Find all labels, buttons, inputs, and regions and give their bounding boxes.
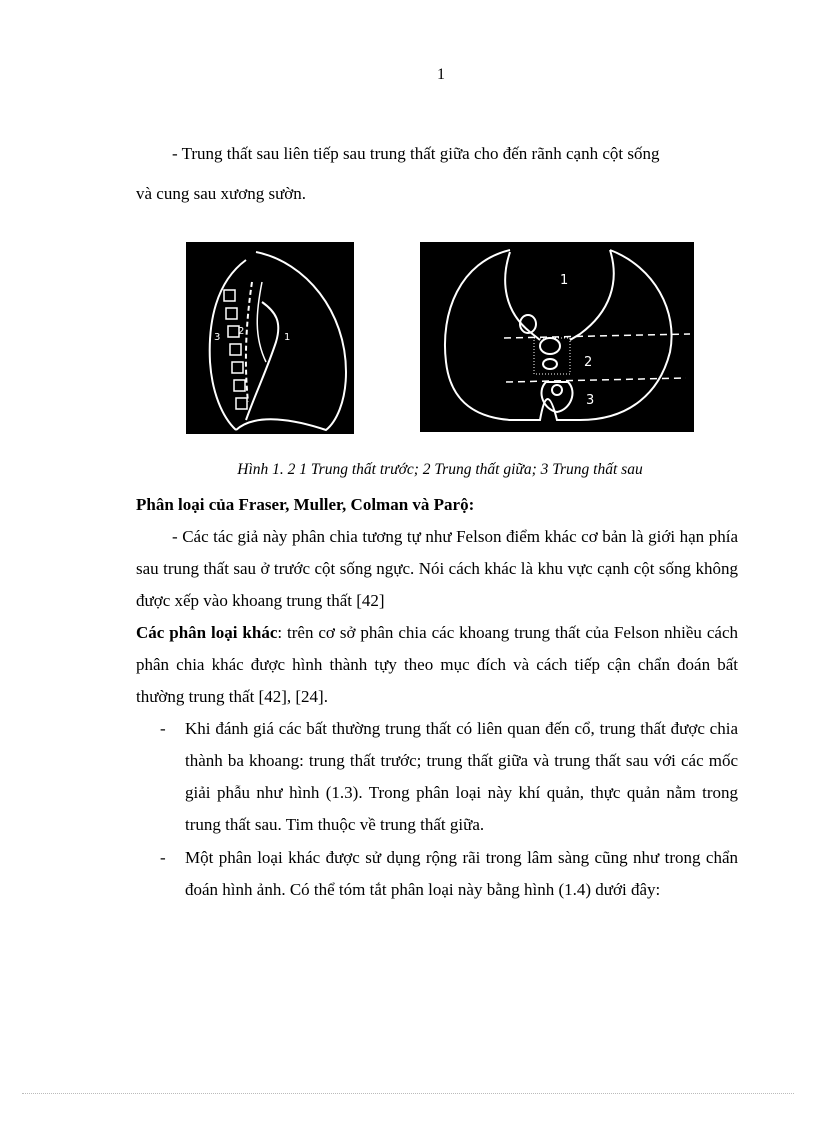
bullet-dash-2: - (160, 848, 166, 867)
axial-mediastinum-figure (420, 242, 694, 432)
bullet-dash-1: - (160, 719, 166, 738)
right-label-3: 3 (586, 393, 595, 408)
lateral-mediastinum-figure (186, 242, 354, 434)
right-label-2: 2 (584, 355, 593, 370)
left-label-1: 1 (284, 332, 291, 343)
figure-caption: Hình 1. 2 1 Trung thất trước; 2 Trung thất giữa; 3 Trung thất sau (237, 461, 643, 478)
left-label-2: 2 (238, 326, 245, 337)
other-heading: Các phân loại khác (136, 623, 278, 642)
fraser-heading: Phân loại của Fraser, Muller, Colman và Parộ: (136, 495, 475, 514)
page-number: 1 (437, 66, 445, 83)
left-label-3: 3 (214, 332, 221, 343)
page-footer-divider (22, 1093, 794, 1094)
bullet-text-1: Khi đánh giá các bất thường trung thất có liên quan đến cổ, trung thất được chia thành ba khoang: trung thất trước; trung thất giữa và trung thất sau với các mốc giải phẫu như hình (1.3). Trong phân loại này khí quản, thực quản nằm trong trung thất sau. Tim thuộc về trung thất giữa. (185, 719, 738, 834)
bullet-text-2: Một phân loại khác được sử dụng rộng rãi trong lâm sàng cũng như trong chẩn đoán hình ảnh. Có thể tóm tắt phân loại này bằng hình (1.4) dưới đây: (185, 848, 738, 899)
intro-line-2: và cung sau xương sườn. (136, 184, 307, 203)
other-classifications-paragraph (136, 617, 738, 713)
fraser-body: - Các tác giả này phân chia tương tự như Felson điểm khác cơ bản là giới hạn phía sau trung thất sau ở trước cột sống ngực. Nói cách khác là khu vực cạnh cột sống không được xếp vào khoang trung thất [42] (136, 527, 738, 610)
intro-line-1: - Trung thất sau liên tiếp sau trung thất giữa cho đến rãnh cạnh cột sống (172, 144, 660, 163)
other-body: : trên cơ sở phân chia các khoang trung thất của Felson nhiều cách phân chia khác được hình thành tựy theo mục đích và cách tiếp cận chẩn đoán bất thường trung thất [42], [24]. (136, 623, 738, 706)
right-label-1: 1 (560, 273, 569, 288)
